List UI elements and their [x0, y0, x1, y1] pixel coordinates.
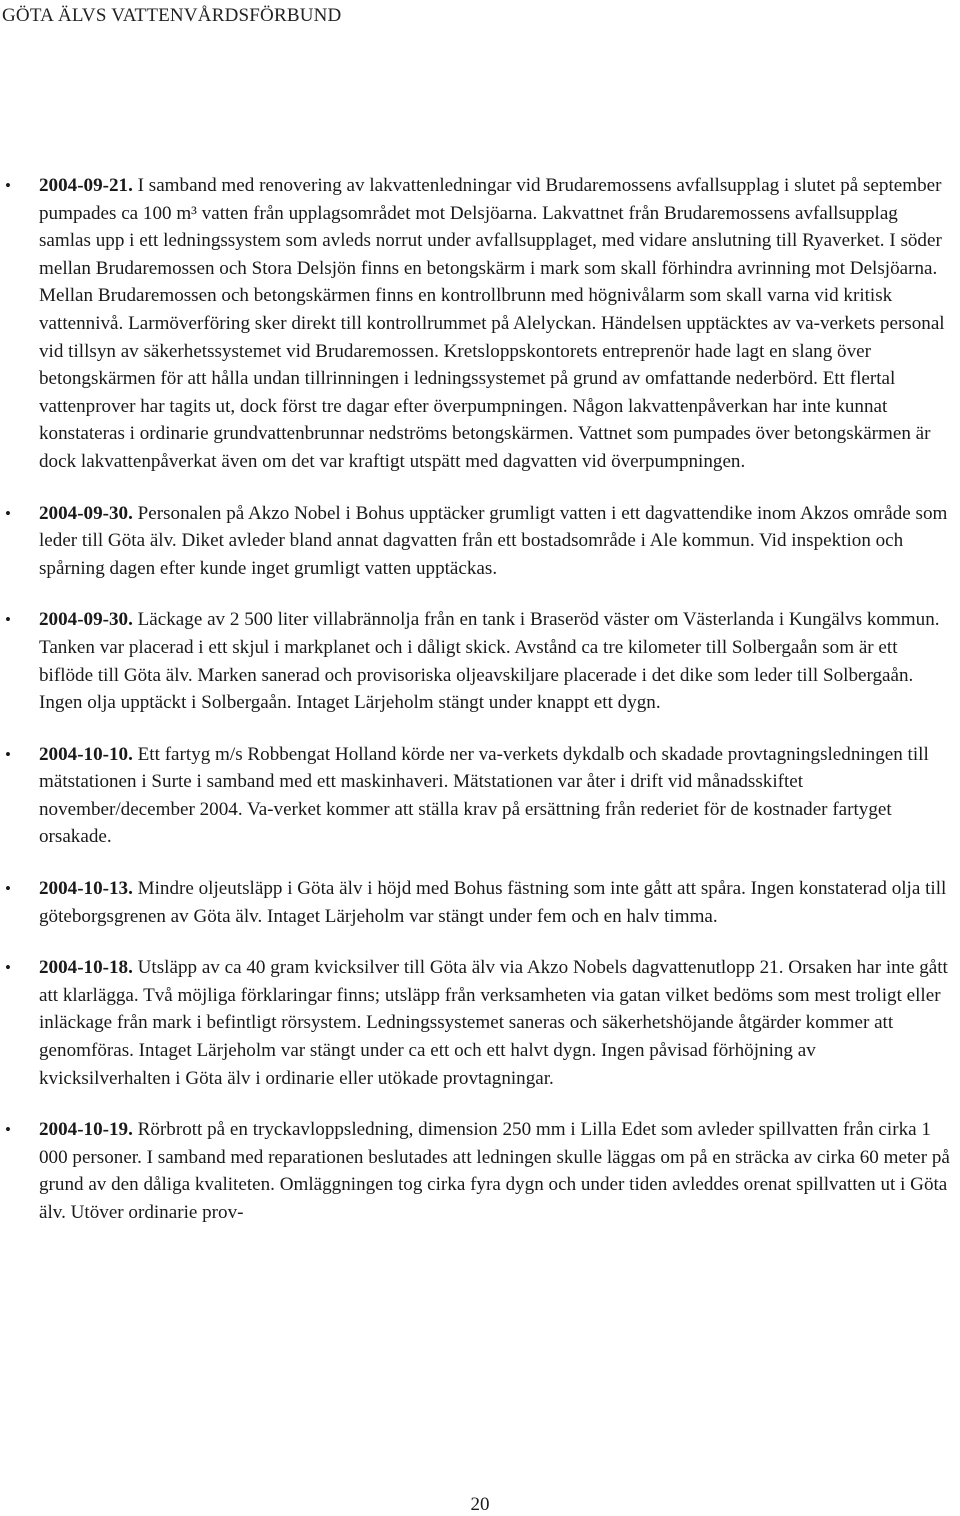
entry-date: 2004-10-19.	[39, 1119, 133, 1141]
list-item	[0, 500, 960, 583]
entry-date: 2004-10-18.	[39, 957, 133, 979]
page-number: 20	[470, 1494, 490, 1515]
bullet-icon: •	[5, 176, 11, 195]
bullet-icon: •	[5, 958, 11, 978]
entry-text: Mindre oljeutsläpp i Göta älv i höjd med Bohus fästning som inte gått att spåra. Ingen konstaterad olja till göteborgsgrenen av Göta älv. Intaget Lärjeholm var stängt under fem och en halv timma.	[39, 878, 947, 927]
entry-text: Personalen på Akzo Nobel i Bohus upptäcker grumligt vatten i ett dagvattendike inom Akzos område som leder till Göta älv. Diket avleder bland annat dagvatten från ett bostadsområde i Ale kommun. Vid inspektion och spårning dagen efter kunde inget grumligt vatten upptäckas.	[39, 502, 948, 579]
entry-text: I samband med renovering av lakvattenledningar vid Brudaremossens avfallsupplag i slutet på september pumpades ca 100 m³ vatten från upplagsområdet mot Delsjöarna. Lakvattnet från Brudaremossens avfallsupplag samlas upp i ett ledningssystem som avleds norrut under avfallsupplaget, med vidare anslutning till Ryaverket. I söder mellan Brudaremossen och Stora Delsjön finns en betongskärm i mark som skall förhindra avrinning mot Delsjöarna. Mellan Brudaremossen och betongskärmen finns en kontrollbrunn med högnivålarm som skall varna vid kritisk vattennivå. Larmöverföring sker direkt till kontrollrummet på Alelyckan. Händelsen upptäcktes av va-verkets personal vid tillsyn av säkerhetssystemet vid Brudaremossen. Kretsloppskontorets entreprenör hade lagt en slang över betongskärmen för att hålla undan tillrinningen i ledningssystemet på grund av omfattande nederbörd. Ett flertal vattenprover har tagits ut, dock först tre dagar efter överpumpningen. Någon lakvattenpåverkan har inte kunnat konstateras i ordinarie grundvattenbrunnar nedströms betongskärmen. Vattnet som pumpades över betongskärmen är dock lakvattenpåverkat även om det var kraftigt utspätt med dagvatten vid överpumpningen.	[39, 175, 945, 472]
list-item	[0, 1116, 960, 1226]
list-item	[0, 172, 960, 476]
list-item	[0, 741, 960, 851]
entry-date: 2004-09-30.	[39, 609, 133, 631]
entry-date: 2004-09-21.	[39, 175, 133, 196]
bullet-icon: •	[5, 1120, 11, 1140]
entry-text: Utsläpp av ca 40 gram kvicksilver till Göta älv via Akzo Nobels dagvattenutlopp 21. Orsaken har inte gått att klarlägga. Två möjliga förklaringar finns; utsläpp från verksamheten via gatan vilket bedöms som mest troligt eller inläckage från mark i befintligt rörsystem. Ledningssystemet saneras och säkerhetshöjande åtgärder kommer att genomföras. Intaget Lärjeholm var stängt under ca ett och ett halvt dygn. Ingen påvisad förhöjning av kvicksilverhalten i Göta älv i ordinarie eller utökade provtagningar.	[39, 957, 948, 1089]
bullet-icon: •	[5, 503, 11, 523]
list-item	[0, 954, 960, 1092]
incident-list	[0, 172, 960, 1251]
entry-text: Ett fartyg m/s Robbengat Holland körde ner va-verkets dykdalb och skadade provtagningsledningen till mätstationen i Surte i samband med ett maskinhaveri. Mätstationen var åter i drift vid månadsskiftet november/december 2004. Va-verket kommer att ställa krav på ersättning från rederiet för de kostnader fartyget orsakade.	[39, 743, 929, 848]
list-item	[0, 606, 960, 716]
list-item	[0, 875, 960, 930]
bullet-icon: •	[5, 744, 11, 764]
entry-date: 2004-09-30.	[39, 502, 133, 524]
entry-date: 2004-10-10.	[39, 743, 133, 765]
bullet-icon: •	[5, 610, 11, 630]
entry-text: Läckage av 2 500 liter villabrännolja från en tank i Braseröd väster om Västerlanda i Kungälvs kommun. Tanken var placerad i ett skjul i markplanet och i dåligt skick. Avstånd ca tre kilometer till Solbergaån som är ett biflöde till Göta älv. Marken sanerad och provisoriska oljeavskiljare placerade i det dike som leder till Solbergaån. Ingen olja upptäckt i Solbergaån. Intaget Lärjeholm stängt under knappt ett dygn.	[39, 609, 940, 714]
document-header: GÖTA ÄLVS VATTENVÅRDSFÖRBUND	[2, 5, 342, 26]
bullet-icon: •	[5, 879, 11, 899]
entry-date: 2004-10-13.	[39, 878, 133, 900]
entry-text: Rörbrott på en tryckavloppsledning, dimension 250 mm i Lilla Edet som avleder spillvatten från cirka 1 000 personer. I samband med reparationen beslutades att ledningen skulle läggas om på en sträcka av cirka 60 meter på grund av den dåliga kvaliteten. Omläggningen tog cirka fyra dygn och under tiden avleddes orenat spillvatten ut i Göta älv. Utöver ordinarie prov-	[39, 1119, 950, 1223]
